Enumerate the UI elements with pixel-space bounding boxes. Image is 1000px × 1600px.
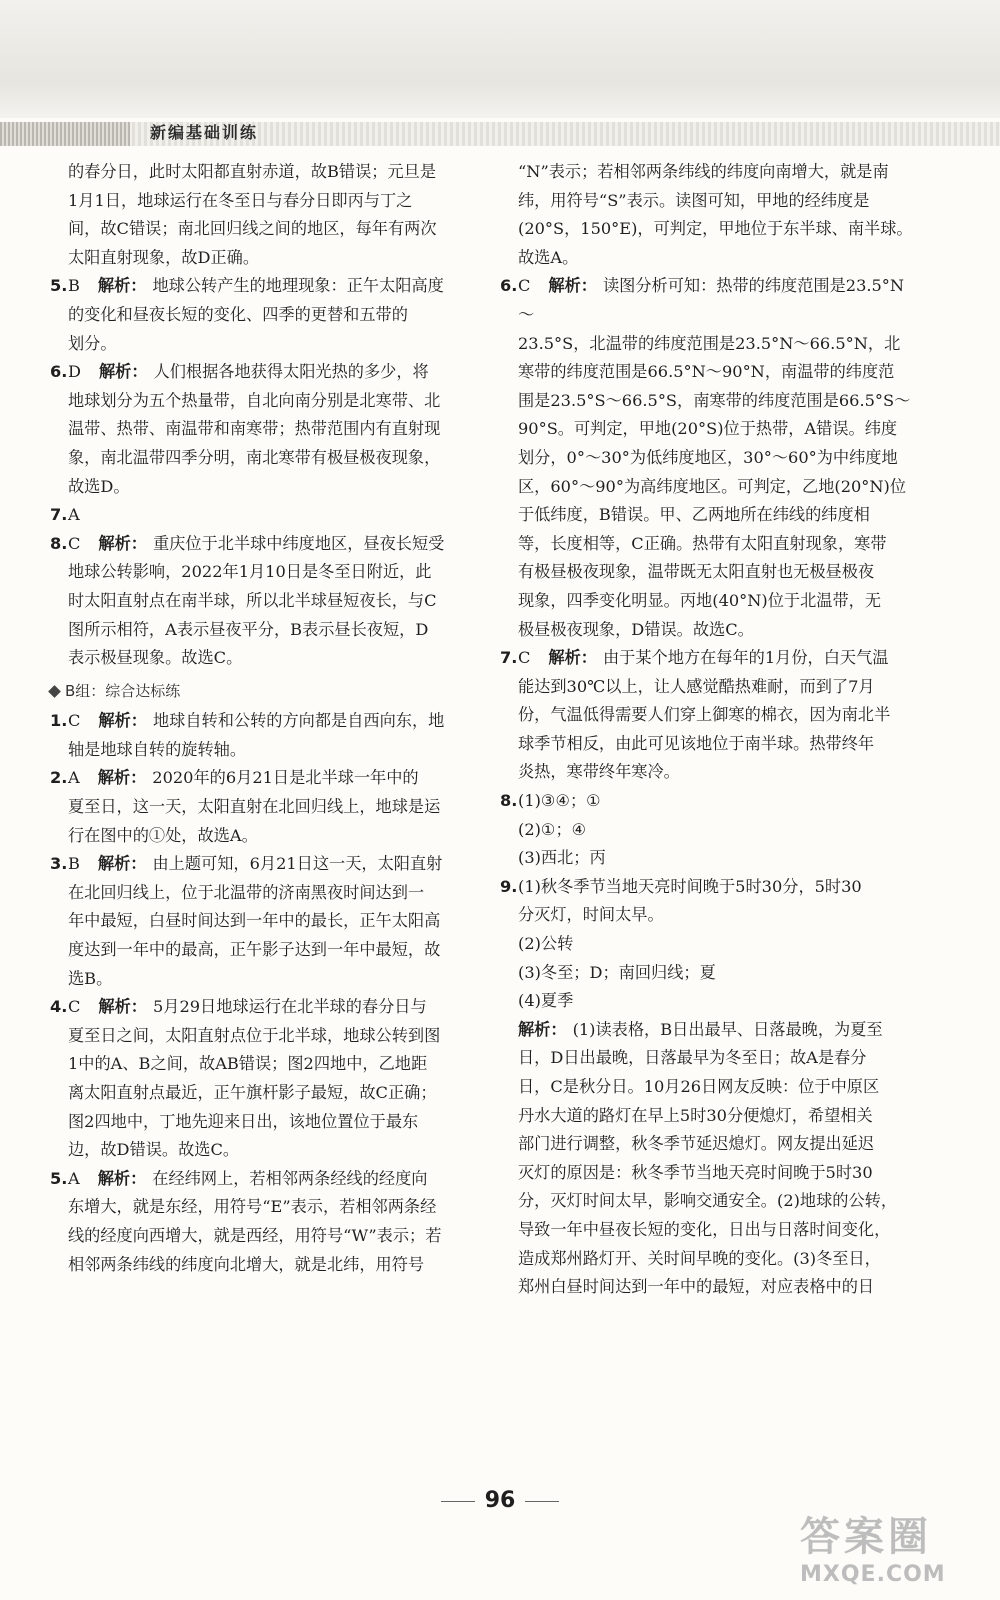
question-first-line (518, 787, 920, 816)
answer-letter: C (68, 711, 81, 731)
analysis-text: 造成郑州路灯开、关时间早晚的变化。(3)冬至日， (518, 1248, 881, 1268)
analysis-line (500, 1245, 920, 1274)
question-body (68, 993, 470, 1165)
analysis-line (500, 1073, 920, 1102)
analysis-label: 解析： (98, 997, 147, 1017)
analysis-label: 解析： (97, 768, 147, 788)
text-line: (2)公转 (518, 934, 574, 954)
question-body (68, 707, 470, 764)
question-item (50, 707, 470, 764)
section-title: B组：综合达标练 (65, 681, 181, 700)
page-number: 96 (484, 1488, 516, 1513)
question-item (50, 1165, 470, 1279)
answer-letter: A (68, 768, 80, 788)
question-body (68, 530, 470, 673)
analysis-text: 部门进行调整，秋冬季节延迟熄灯。网友提出延迟 (518, 1134, 875, 1154)
diamond-icon (48, 685, 61, 698)
question-number: 5. (50, 276, 68, 296)
explanation-text: (1)③④；① (518, 791, 601, 811)
explanation-line: 划分。 (68, 333, 117, 353)
explanation-line: 度达到一年中的最高，正午影子达到一年中最短，故 (68, 940, 441, 960)
question-first-line (68, 1165, 470, 1194)
question-item (50, 272, 470, 358)
question-first-line (68, 530, 470, 559)
analysis-text: 日，C是秋分日。10月26日网友反映：位于中原区 (518, 1077, 880, 1096)
explanation-text: 由于某个地方在每年的1月份，白天气温 (602, 648, 889, 668)
text-line: 1月1日，地球运行在冬至日与春分日即丙与丁之 (68, 190, 413, 210)
analysis-label: 解析： (98, 533, 147, 553)
question-number: 5. (50, 1168, 68, 1188)
question-item (500, 787, 920, 816)
book-title: 新编基础训练 (150, 123, 259, 142)
analysis-text: 丹水大道的路灯在早上5时30分便熄灯，希望相关 (518, 1105, 873, 1125)
answer-letter: C (518, 648, 531, 668)
explanation-text: 地球公转产生的地理现象：正午太阳高度 (152, 276, 444, 296)
explanation-line: 夏至日之间，太阳直射点位于北半球，地球公转到图 (68, 1025, 441, 1045)
question-number: 8. (50, 533, 68, 553)
explanation-line: 的变化和昼夜长短的变化、四季的更替和五带的 (68, 304, 408, 324)
analysis-line (500, 1273, 920, 1302)
explanation-line: 温带、热带、南温带和南寒带；热带范围内有直射现 (68, 419, 441, 439)
explanation-line: 围是23.5°S～66.5°S，南寒带的纬度范围是66.5°S～ (518, 390, 911, 410)
question-number: 7. (500, 648, 518, 668)
explanation-line: 有极昼极夜现象，温带既无太阳直射也无极昼极夜 (518, 562, 875, 582)
explanation-line: 图2四地中，丁地先迎来日出，该地位置位于最东 (68, 1111, 419, 1131)
explanation-line: 离太阳直射点最近，正午旗杆影子最短，故C正确； (68, 1083, 437, 1102)
analysis-line (500, 1102, 920, 1131)
question-item (500, 644, 920, 787)
question-number: 6. (500, 276, 518, 296)
analysis-text: 导致一年中昼夜长短的变化，日出与日落时间变化， (518, 1219, 891, 1239)
analysis-line (500, 1216, 920, 1245)
explanation-line: 轴是地球自转的旋转轴。 (68, 739, 247, 759)
answer-letter: C (68, 997, 81, 1017)
question-first-line (518, 873, 920, 902)
explanation-line: 边，故D错误。故选C。 (68, 1140, 240, 1160)
analysis-label: 解析： (97, 1168, 147, 1188)
explanation-text: 地球自转和公转的方向都是自西向东，地 (152, 711, 445, 731)
answer-letter: B (68, 854, 80, 874)
analysis-label: 解析： (98, 711, 147, 731)
question-body (68, 272, 470, 358)
explanation-text: 5月29日地球运行在北半球的春分日与 (152, 997, 427, 1017)
text-line: (4)夏季 (518, 991, 574, 1011)
explanation-line: 份，气温低得需要人们穿上御寒的棉衣，因为南北半 (518, 705, 891, 725)
question-body (68, 501, 470, 530)
text-line: 纬，用符号“S”表示。读图可知，甲地的经纬度是 (518, 190, 870, 210)
analysis-label: 解析： (548, 648, 597, 668)
question-first-line (68, 850, 470, 879)
analysis-text: 灭灯的原因是：秋冬季节当地天亮时间晚于5时30 (518, 1162, 873, 1182)
question-item (50, 993, 470, 1165)
question-number: 8. (500, 791, 518, 811)
question-body (68, 1165, 470, 1279)
explanation-text: 读图分析可知：热带的纬度范围是23.5°N～ (518, 276, 905, 324)
explanation-line: 线的经度向西增大，就是西经，用符号“W”表示；若 (68, 1225, 442, 1245)
text-line: (3)冬至；D；南回归线；夏 (518, 962, 716, 982)
explanation-line: 1中的A、B之间，故AB错误；图2四地中，乙地距 (68, 1054, 428, 1074)
analysis-label: 解析： (548, 276, 597, 296)
right-column (500, 158, 920, 1302)
analysis-line (500, 1187, 920, 1216)
text-line: (20°S，150°E)，可判定，甲地位于东半球、南半球。 (518, 219, 913, 239)
explanation-line: 球季节相反，由此可见该地位于南半球。热带终年 (518, 733, 875, 753)
left-column (50, 158, 470, 1279)
text-line: “N”表示；若相邻两条纬线的纬度向南增大，就是南 (518, 162, 889, 181)
question-number: 4. (50, 997, 68, 1017)
text-line: 故选A。 (518, 247, 579, 267)
explanation-line: 极昼极夜现象，D错误。故选C。 (518, 619, 754, 639)
question-item (50, 530, 470, 673)
question-item (50, 764, 470, 850)
question-item (50, 850, 470, 993)
text-line: (3)西北；丙 (518, 848, 606, 868)
explanation-line: 寒带的纬度范围是66.5°N～90°N，南温带的纬度范 (518, 362, 895, 382)
question-body (518, 787, 920, 816)
answer-letter: B (68, 276, 80, 296)
explanation-line: 能达到30℃以上，让人感觉酷热难耐，而到了7月 (518, 676, 875, 696)
explanation-line: 行在图中的①处，故选A。 (68, 825, 258, 845)
analysis-text: 郑州白昼时间达到一年中的最短，对应表格中的日 (518, 1277, 875, 1297)
question-item (500, 272, 920, 644)
question-first-line (518, 272, 920, 329)
watermark-text: 答案圈 (800, 1514, 932, 1560)
explanation-text: 重庆位于北半球中纬度地区，昼夜长短受 (152, 533, 445, 553)
text-line: 的春分日，此时太阳都直射赤道，故B错误；元旦是 (68, 162, 437, 181)
watermark-url: MXQE.COM (800, 1562, 946, 1587)
explanation-line: 图所示相符，A表示昼夜平分，B表示昼长夜短，D (68, 619, 429, 639)
explanation-line: 区，60°～90°为高纬度地区。可判定，乙地(20°N)位 (518, 476, 907, 496)
text-line: 太阳直射现象，故D正确。 (68, 247, 260, 267)
analysis-label: 解析： (97, 276, 147, 296)
explanation-line: 年中最短，白昼时间达到一年中的最长，正午太阳高 (68, 911, 441, 931)
explanation-line: 23.5°S，北温带的纬度范围是23.5°N～66.5°N，北 (518, 333, 901, 353)
explanation-line: 地球公转影响，2022年1月10日是冬至日附近，此 (68, 562, 432, 582)
explanation-line: 炎热，寒带终年寒冷。 (518, 762, 680, 782)
answer-letter: D (68, 362, 81, 382)
question-item (50, 358, 470, 501)
question-first-line (68, 501, 470, 530)
page-number-dash (525, 1501, 559, 1502)
watermark-logo (800, 1505, 980, 1585)
analysis-line (500, 1159, 920, 1188)
explanation-line: 夏至日，这一天，太阳直射在北回归线上，地球是运 (68, 797, 441, 817)
explanation-line: 在北回归线上，位于北温带的济南黑夜时间达到一 (68, 882, 425, 902)
question-first-line (68, 764, 470, 793)
explanation-text: (1)秋冬季节当地天亮时间晚于5时30分，5时30 (518, 876, 862, 896)
question-number: 3. (50, 854, 68, 874)
question-body (68, 358, 470, 501)
page-number-dash (441, 1501, 475, 1502)
question-first-line (68, 272, 470, 301)
answer-letter: C (518, 276, 531, 296)
answer-letter: C (68, 533, 81, 553)
question-number: 9. (500, 876, 518, 896)
analysis-line (500, 1044, 920, 1073)
analysis-text: (1)读表格，B日出最早、日落最晚，为夏至 (572, 1019, 883, 1039)
question-number: 6. (50, 362, 68, 382)
explanation-line: 90°S。可判定，甲地(20°S)位于热带，A错误。纬度 (518, 419, 898, 439)
answer-letter: A (68, 1168, 80, 1188)
explanation-line: 等，长度相等，C正确。热带有太阳直射现象，寒带 (518, 533, 887, 553)
question-body (68, 764, 470, 850)
analysis-text: 日，D日出最晚，日落最早为冬至日；故A是春分 (518, 1048, 867, 1068)
question-body (68, 850, 470, 993)
question-number: 2. (50, 768, 68, 788)
analysis-label: 解析： (98, 362, 148, 382)
analysis-line (500, 1016, 920, 1045)
header-pattern (0, 122, 130, 146)
question-number: 1. (50, 711, 68, 731)
text-line: (2)①；④ (518, 819, 587, 839)
explanation-line: 表示极昼现象。故选C。 (68, 648, 243, 668)
answer-letter: A (68, 505, 80, 525)
question-first-line (68, 707, 470, 736)
explanation-line: 划分，0°～30°为低纬度地区，30°～60°为中纬度地 (518, 447, 898, 467)
explanation-line: 时太阳直射点在南半球，所以北半球昼短夜长，与C (68, 590, 437, 610)
question-first-line (68, 358, 470, 387)
explanation-line: 故选D。 (68, 476, 130, 496)
question-number: 7. (50, 505, 68, 525)
explanation-line: 象，南北温带四季分明，南北寒带有极昼极夜现象， (68, 447, 441, 467)
explanation-line: 于低纬度，B错误。甲、乙两地所在纬线的纬度相 (518, 505, 870, 525)
explanation-line: 相邻两条纬线的纬度向北增大，就是北纬，用符号 (68, 1254, 425, 1274)
question-first-line (518, 644, 920, 673)
analysis-label: 解析： (518, 1019, 567, 1039)
explanation-line: 地球划分为五个热量带，自北向南分别是北寒带、北 (68, 390, 441, 410)
analysis-line (500, 1130, 920, 1159)
question-body (518, 873, 920, 930)
explanation-text: 在经纬网上，若相邻两条经线的经度向 (152, 1168, 428, 1188)
explanation-line: 选B。 (68, 968, 113, 988)
question-body (518, 272, 920, 644)
section-heading (50, 677, 470, 706)
analysis-label: 解析： (97, 854, 147, 874)
explanation-text: 由上题可知，6月21日这一天，太阳直射 (152, 854, 443, 874)
page-top-shadow (0, 0, 1000, 118)
explanation-text: 2020年的6月21日是北半球一年中的 (152, 768, 419, 788)
analysis-text: 分，灭灯时间太早，影响交通安全。(2)地球的公转， (518, 1191, 898, 1211)
question-item (50, 501, 470, 530)
text-line: 间，故C错误；南北回归线之间的地区，每年有两次 (68, 219, 437, 239)
explanation-text: 人们根据各地获得太阳光热的多少，将 (153, 362, 429, 382)
explanation-line: 分灭灯，时间太早。 (518, 905, 664, 925)
question-first-line (68, 993, 470, 1022)
explanation-line: 现象，四季变化明显。丙地(40°N)位于北温带，无 (518, 590, 882, 610)
explanation-line: 东增大，就是东经，用符号“E”表示，若相邻两条经 (68, 1197, 437, 1217)
question-body (518, 644, 920, 787)
question-item (500, 873, 920, 930)
